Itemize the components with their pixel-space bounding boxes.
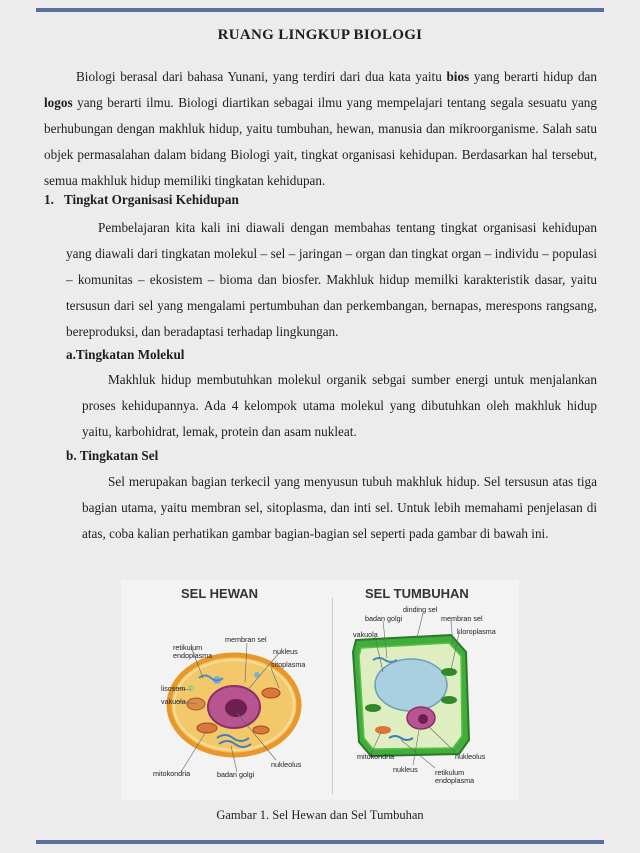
top-rule: [36, 8, 604, 12]
label-lisosom: lisosom: [161, 684, 186, 693]
label-badan-golgi: badan golgi: [217, 770, 255, 779]
section-1-paragraph: Pembelajaran kita kali ini diawali dengan membahas tentang tingkat organisasi kehidupan yang diawali dari tingkatan molekul – sel – jaringan – organ dan tingkat organ – individu – populasi – komunitas – ekosistem – bioma dan biosfer. Makhluk hidup memilki karakteristik dasar, yaitu tersusun dari sel yang mengalami pertumbuhan dan perkembangan, bernapas, merespons rangsang, bereproduksi, dan beradaptasi terhadap lingkungan.: [66, 220, 597, 339]
figure-caption: Gambar 1. Sel Hewan dan Sel Tumbuhan: [216, 808, 424, 822]
label-plant-mitokondria: mitokondria: [357, 752, 395, 761]
plant-cell-title: SEL TUMBUHAN: [365, 586, 469, 601]
label-plant-nukleolus: nukleolus: [455, 752, 486, 761]
bottom-rule: [36, 840, 604, 844]
label-nukleus: nukleus: [273, 647, 298, 656]
subsection-a-paragraph: Makhluk hidup membutuhkan molekul organik sebgai sumber energi untuk menjalankan proses kehidupannya. Ada 4 kelompok utama molekul yang dibutuhkan oleh makhluk hidup yaitu, karbohidrat, lemak, protein dan asam nukleat.: [82, 372, 597, 439]
page-title: RUANG LINGKUP BIOLOGI: [217, 27, 423, 43]
cell-figure: [121, 580, 519, 800]
intro-paragraph: Biologi berasal dari bahasa Yunani, yang terdiri dari dua kata yaitu bios yang berarti hidup dan logos yang berarti ilmu. Biologi diartikan sebagai ilmu yang mempelajari tentang segala sesuatu yang berhubungan dengan makhluk hidup, yaitu tumbuhan, hewan, manusia dan mikroorganisme. Salah satu objek permasalahan dalam bidang Biologi yait, tingkat organisasi kehidupan. Berdasarkan hal tersebut, semua makhluk hidup memiliki tingkatan kehidupan.: [44, 69, 597, 188]
label-dinding-sel: dinding sel: [403, 605, 438, 614]
label-endoplasma: endoplasma: [173, 651, 213, 660]
subsection-b-heading: b. Tingkatan Sel: [66, 448, 159, 463]
label-plant-retikulum: retikulum: [435, 768, 465, 777]
label-mitokondria: mitokondria: [153, 769, 191, 778]
label-kloroplasma: kloroplasma: [457, 627, 496, 636]
term-logos: logos: [44, 95, 73, 110]
label-plant-endoplasma: endoplasma: [435, 776, 475, 785]
section-1-heading: 1. Tingkat Organisasi Kehidupan: [44, 192, 239, 207]
label-plant-badan-golgi: badan golgi: [365, 614, 403, 623]
label-sitoplasma: sitoplasma: [271, 660, 306, 669]
animal-cell-title: SEL HEWAN: [181, 586, 259, 601]
subsection-a-heading: a.Tingkatan Molekul: [66, 347, 185, 362]
label-vakuola: vakuola: [161, 697, 186, 706]
subsection-b-paragraph: Sel merupakan bagian terkecil yang menyusun tubuh makhluk hidup. Sel tersusun atas tiga bagian utama, yaitu membran sel, sitoplasma, dan inti sel. Untuk lebih memahami penjelasan di atas, coba kalian perhatikan gambar bagian-bagian sel seperti pada gambar di bawah ini.: [82, 474, 597, 541]
label-nukleolus: nukleolus: [271, 760, 302, 769]
label-plant-nukleus: nukleus: [393, 765, 418, 774]
label-plant-membran-sel: membran sel: [441, 614, 483, 623]
term-bios: bios: [446, 69, 470, 84]
label-membran-sel: membran sel: [225, 635, 267, 644]
label-plant-vakuola: vakuola: [353, 630, 378, 639]
label-retikulum: retikulum: [173, 643, 203, 652]
